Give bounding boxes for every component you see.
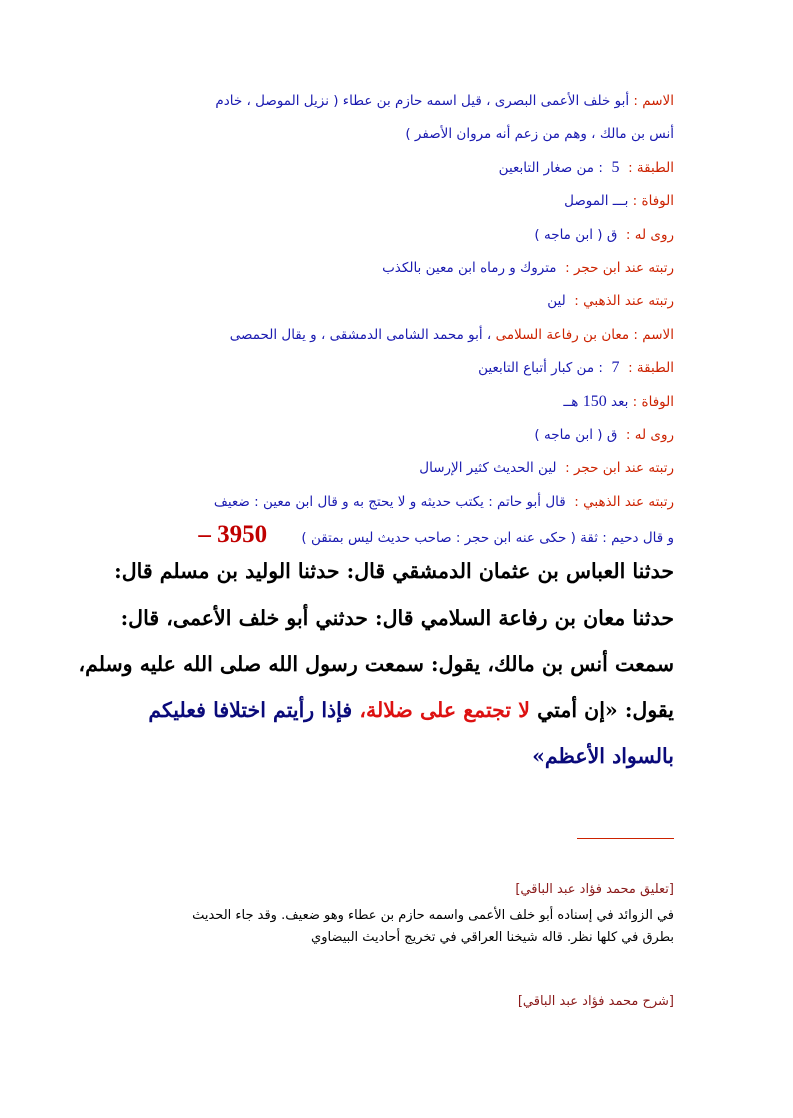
hadith-number: 3950 – [198, 521, 268, 549]
document-page [78, 92, 674, 1011]
hadith-line-3: سمعت أنس بن مالك، يقول: سمعت رسول الله صلى الله عليه وسلم، [78, 651, 674, 676]
tabaqa-label: الطبقة : [628, 159, 674, 176]
hadith-highlight-blue: فإذا رأيتم اختلافا فعليكم [148, 698, 353, 723]
spacer [118, 949, 674, 993]
hadith-line-5 [118, 744, 674, 790]
rawa-text: ق ( ابن ماجه ) [534, 226, 618, 243]
rawa-text: ق ( ابن ماجه ) [534, 426, 618, 443]
annotation-title: [تعليق محمد فؤاد عبد الباقي] [515, 882, 674, 898]
hadith-line-4-start: يقول: «إن أمتي [537, 698, 674, 723]
hadith-line-4 [118, 698, 674, 744]
hadith-line-5-text: بالسواد الأعظم» [532, 744, 674, 769]
narrator-name-rest: ، أبو محمد الشامى الدمشقى ، و يقال الحمصى [229, 326, 492, 343]
narrator-1-dhahabi [118, 292, 674, 325]
narrator-name-rest: ، قيل اسمه حازم بن عطاء ( نزيل الموصل ، خادم [215, 93, 491, 109]
tabaqa-label: الطبقة : [628, 360, 674, 377]
dhahabi-label: رتبته عند الذهبي : [574, 493, 674, 510]
rawa-label: روى له : [625, 426, 674, 443]
ibn-hajar-text: متروك و رماه ابن معين بالكذب [382, 259, 557, 276]
narrator-1-name-line [118, 92, 674, 125]
narrator-2-wafat [118, 393, 674, 426]
narrator-1-tabaqa [118, 159, 674, 192]
tabaqa-number: 7 [611, 359, 620, 377]
tabaqa-number: 5 [611, 158, 620, 176]
wafat-prefix: بعد [611, 393, 629, 410]
wafat-text: بـــ الموصل [564, 193, 629, 210]
annotation-text-line-2: بطرق في كلها نظر. قاله شيخنا العراقي في تخريج أحاديث البيضاوي [311, 930, 674, 946]
wafat-label: الوفاة : [632, 393, 674, 410]
sharh-title: [شرح محمد فؤاد عبد الباقي] [517, 994, 674, 1010]
name-label: الاسم : [633, 93, 674, 109]
footnote-separator [577, 838, 674, 839]
narrator-2-dhahabi-line-2 [118, 521, 674, 559]
narrator-2-ibn-hajar [118, 459, 674, 492]
annotation-text [118, 905, 674, 949]
dhahabi-text-2: و قال دحيم : ثقة ( حكى عنه ابن حجر : صاحب حديث ليس بمتقن ) [301, 530, 674, 547]
narrator-2-tabaqa [118, 359, 674, 392]
annotation-text-line-1: في الزوائد في إسناده أبو خلف الأعمى واسمه حازم بن عطاء وهو ضعيف. وقد جاء الحديث [192, 908, 674, 924]
hadith-highlight-red: لا تجتمع على ضلالة، [359, 698, 530, 723]
narrator-1-ibn-hajar [118, 259, 674, 292]
dhahabi-text: لين [547, 293, 566, 310]
narrator-1-rawa [118, 226, 674, 259]
wafat-year: 150 [582, 392, 607, 410]
wafat-suffix: هــ [563, 393, 579, 410]
tabaqa-text: : من صغار التابعين [498, 159, 603, 176]
rawa-label: روى له : [625, 226, 674, 243]
ibn-hajar-text: لين الحديث كثير الإرسال [419, 460, 557, 477]
narrator-name: أبو خلف الأعمى البصرى [494, 93, 630, 109]
narrator-1-name-line-2 [118, 125, 674, 158]
tabaqa-text: : من كبار أتباع التابعين [478, 360, 603, 377]
name-label: الاسم : [633, 326, 674, 343]
hadith-line-2: حدثنا معان بن رفاعة السلامي قال: حدثني أبو خلف الأعمى، قال: [120, 605, 674, 630]
ibn-hajar-label: رتبته عند ابن حجر : [565, 259, 674, 276]
hadith-line-1: حدثنا العباس بن عثمان الدمشقي قال: حدثنا الوليد بن مسلم قال: [114, 559, 674, 584]
wafat-label: الوفاة : [632, 193, 674, 210]
narrator-1-wafat [118, 192, 674, 225]
dhahabi-label: رتبته عند الذهبي : [574, 293, 674, 310]
narrator-name-rest-2: أنس بن مالك ، وهم من زعم أنه مروان الأصفر ) [405, 126, 674, 143]
narrator-2-name-line [118, 326, 674, 359]
dhahabi-text: قال أبو حاتم : يكتب حديثه و لا يحتج به و قال ابن معين : ضعيف [213, 493, 566, 510]
ibn-hajar-label: رتبته عند ابن حجر : [565, 460, 674, 477]
narrator-name: معان بن رفاعة السلامى [495, 326, 630, 343]
narrator-2-rawa [118, 426, 674, 459]
